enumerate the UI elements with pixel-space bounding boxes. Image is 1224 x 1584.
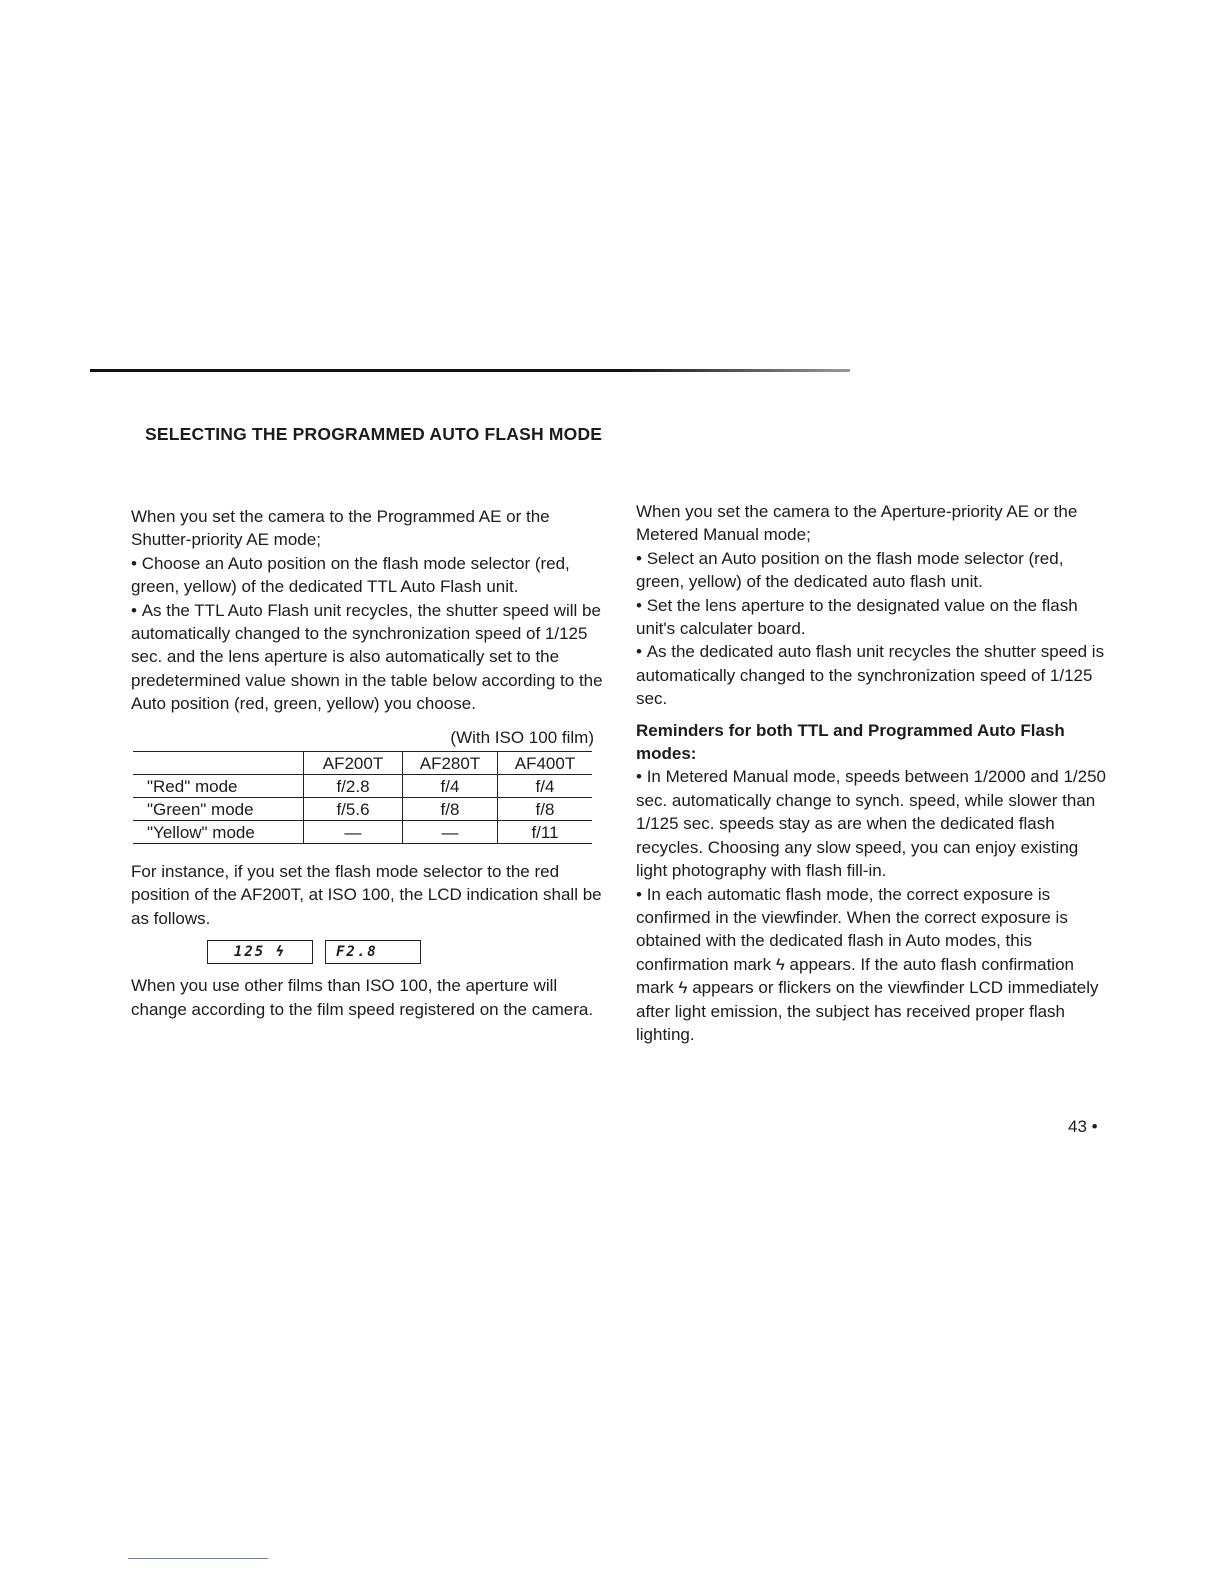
table-note: (With ISO 100 film) <box>450 727 594 747</box>
bottom-rule <box>128 1558 268 1559</box>
table-cell: f/2.8 <box>304 775 403 798</box>
left-bullet-2: • As the TTL Auto Flash unit recycles, the shutter speed will be automatically changed to the synchronization speed of 1/125 sec. and the lens aperture is also automatically set to the predetermined value shown in the table below according to the Auto position (red, green, yellow) you choose. <box>131 599 606 716</box>
table-cell: f/4 <box>498 775 593 798</box>
films-paragraph: When you use other films than ISO 100, the aperture will change according to the film speed registered on the camera. <box>131 976 594 1019</box>
top-rule <box>90 369 850 372</box>
table-header: AF280T <box>403 752 498 775</box>
table-header: AF200T <box>304 752 403 775</box>
table-row <box>133 821 592 844</box>
table-cell: f/8 <box>403 798 498 821</box>
table-cell: f/4 <box>403 775 498 798</box>
reminders-heading: Reminders for both TTL and Programmed Auto Flash modes: <box>636 720 1065 764</box>
section-heading: SELECTING THE PROGRAMMED AUTO FLASH MODE <box>145 424 603 444</box>
example-paragraph: For instance, if you set the flash mode selector to the red position of the AF200T, at ISO 100, the LCD indication shall be as follows. <box>131 862 602 928</box>
table-header: AF400T <box>498 752 593 775</box>
table-cell: f/11 <box>498 821 593 844</box>
left-bullet-1: • Choose an Auto position on the flash mode selector (red, green, yellow) of the dedicated TTL Auto Flash unit. <box>131 552 606 599</box>
table-cell: f/8 <box>498 798 593 821</box>
lcd-aperture-display: F2.8 <box>325 940 421 964</box>
lcd-indication <box>207 940 606 964</box>
table-row <box>133 775 592 798</box>
reminder-bullet-2: • In each automatic flash mode, the correct exposure is confirmed in the viewfinder. When the correct exposure is obtained with the dedicated flash in Auto modes, this confirmation mark ϟ appears. If the auto flash confirmation mark ϟ appears or flickers on the viewfinder LCD immediately after light emission, the subject has received proper flash lighting. <box>636 883 1106 1047</box>
table-cell: — <box>403 821 498 844</box>
table-corner-cell <box>133 752 304 775</box>
table-cell: f/5.6 <box>304 798 403 821</box>
aperture-table <box>133 751 592 844</box>
table-row-label: "Green" mode <box>133 798 304 821</box>
table-row-label: "Yellow" mode <box>133 821 304 844</box>
table-row <box>133 798 592 821</box>
table-cell: — <box>304 821 403 844</box>
right-bullet-1: • Select an Auto position on the flash mode selector (red, green, yellow) of the dedicated auto flash unit. <box>636 547 1106 594</box>
reminder-bullet-1: • In Metered Manual mode, speeds between 1/2000 and 1/250 sec. automatically change to synch. speed, while slower than 1/125 sec. speeds stay as are when the dedicated flash recycles. Choosing any slow speed, you can enjoy existing light photography with flash fill-in. <box>636 765 1106 882</box>
page-number: 43 • <box>1068 1117 1098 1136</box>
lcd-shutter-display: 125 ϟ <box>207 940 313 964</box>
right-column <box>636 500 1106 1046</box>
right-bullet-3: • As the dedicated auto flash unit recycles the shutter speed is automatically changed to the synchronization speed of 1/125 sec. <box>636 640 1106 710</box>
left-column <box>131 505 606 1021</box>
table-header-row <box>133 752 592 775</box>
right-intro: When you set the camera to the Aperture-priority AE or the Metered Manual mode; <box>636 502 1078 545</box>
left-intro: When you set the camera to the Programmed AE or the Shutter-priority AE mode; <box>131 507 550 550</box>
table-row-label: "Red" mode <box>133 775 304 798</box>
right-bullet-2: • Set the lens aperture to the designated value on the flash unit's calculater board. <box>636 594 1106 641</box>
